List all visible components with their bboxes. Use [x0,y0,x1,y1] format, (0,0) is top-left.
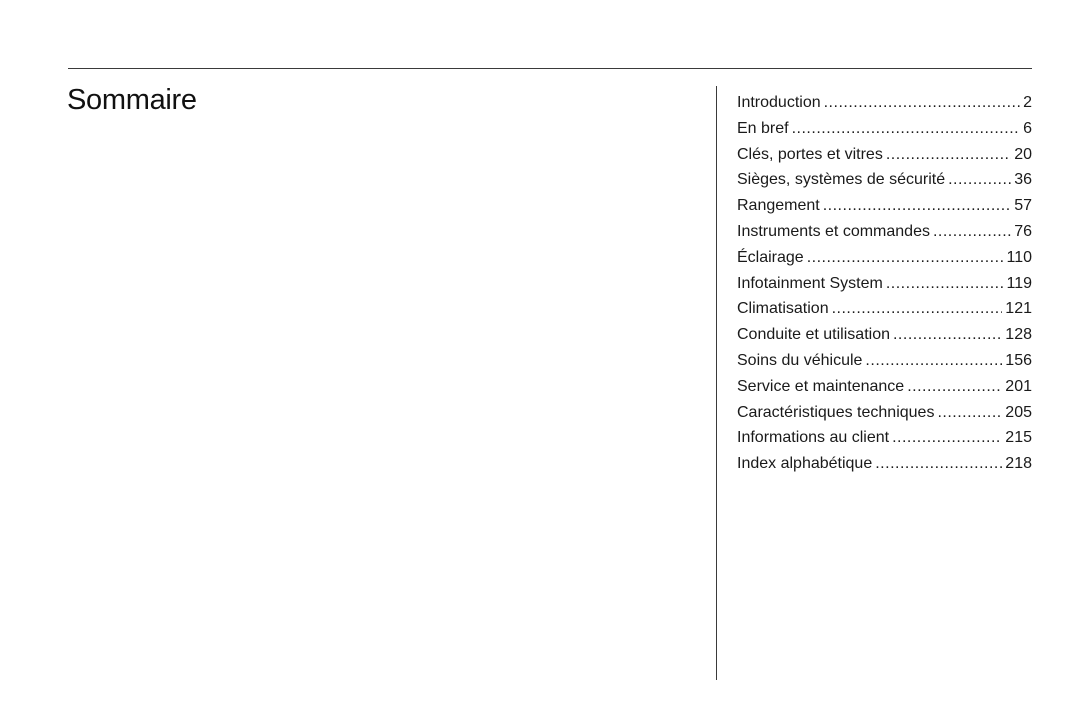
toc-item-climatisation[interactable] [737,296,1032,322]
toc-item-page: 119 [1006,274,1032,292]
page-title: Sommaire [67,84,197,116]
toc-item-cles-portes-vitres[interactable] [737,142,1032,168]
toc-dot-leader [937,400,1002,426]
toc-item-en-bref[interactable] [737,116,1032,142]
toc-item-label: Infotainment System [737,274,883,292]
toc-dot-leader [823,193,1011,219]
toc-item-page: 2 [1023,94,1032,111]
toc-item-soins-vehicule[interactable] [737,348,1032,374]
toc-item-label: Soins du véhicule [737,351,863,369]
toc-item-page: 121 [1005,300,1032,318]
toc-item-label: Service et maintenance [737,377,905,395]
toc-item-label: Conduite et utilisation [737,326,890,344]
toc-dot-leader [893,322,1002,348]
toc-item-page: 218 [1005,455,1032,473]
toc-dot-leader [807,245,1004,271]
toc-item-rangement[interactable] [737,193,1032,219]
toc-item-service-maintenance[interactable] [737,374,1032,400]
toc-dot-leader [933,219,1011,245]
toc-item-page: 57 [1014,197,1032,215]
toc-item-page: 201 [1005,377,1032,395]
toc-item-page: 205 [1005,403,1032,421]
toc-item-page: 20 [1014,145,1032,163]
toc-item-conduite-utilisation[interactable] [737,322,1032,348]
toc-item-introduction[interactable] [737,90,1032,116]
toc-dot-leader [824,90,1020,116]
toc-item-page: 156 [1005,351,1032,369]
toc-dot-leader [892,425,1002,451]
toc-item-label: Introduction [737,94,821,111]
toc-item-label: En bref [737,119,789,137]
toc-item-index-alphabetique[interactable] [737,451,1032,477]
toc-item-sieges-securite[interactable] [737,167,1032,193]
toc-item-label: Sièges, systèmes de sécurité [737,171,946,189]
toc-item-label: Clés, portes et vitres [737,145,883,163]
toc-item-infotainment-system[interactable] [737,271,1032,297]
toc-dot-leader [792,116,1021,142]
toc-dot-leader [907,374,1002,400]
toc-item-label: Éclairage [737,248,804,266]
toc-item-page: 110 [1006,248,1032,266]
toc-dot-leader [865,348,1002,374]
toc-dot-leader [886,142,1011,168]
toc-item-page: 76 [1014,222,1032,240]
toc-dot-leader [875,451,1002,477]
toc-item-label: Climatisation [737,300,829,318]
toc-item-label: Informations au client [737,429,890,447]
toc-item-instruments-commandes[interactable] [737,219,1032,245]
toc-dot-leader [948,167,1011,193]
toc-item-label: Instruments et commandes [737,222,930,240]
header-rule [68,68,1032,69]
toc-dot-leader [832,296,1003,322]
column-divider [716,86,717,680]
toc-dot-leader [886,271,1004,297]
toc-item-label: Caractéristiques techniques [737,403,935,421]
toc-item-informations-client[interactable] [737,425,1032,451]
toc-item-caracteristiques-techniques[interactable] [737,400,1032,426]
toc-item-label: Index alphabétique [737,455,873,473]
toc-item-page: 6 [1023,119,1032,137]
table-of-contents [737,90,1032,477]
toc-item-label: Rangement [737,197,820,215]
toc-item-eclairage[interactable] [737,245,1032,271]
toc-item-page: 215 [1005,429,1032,447]
toc-item-page: 128 [1005,326,1032,344]
toc-item-page: 36 [1014,171,1032,189]
